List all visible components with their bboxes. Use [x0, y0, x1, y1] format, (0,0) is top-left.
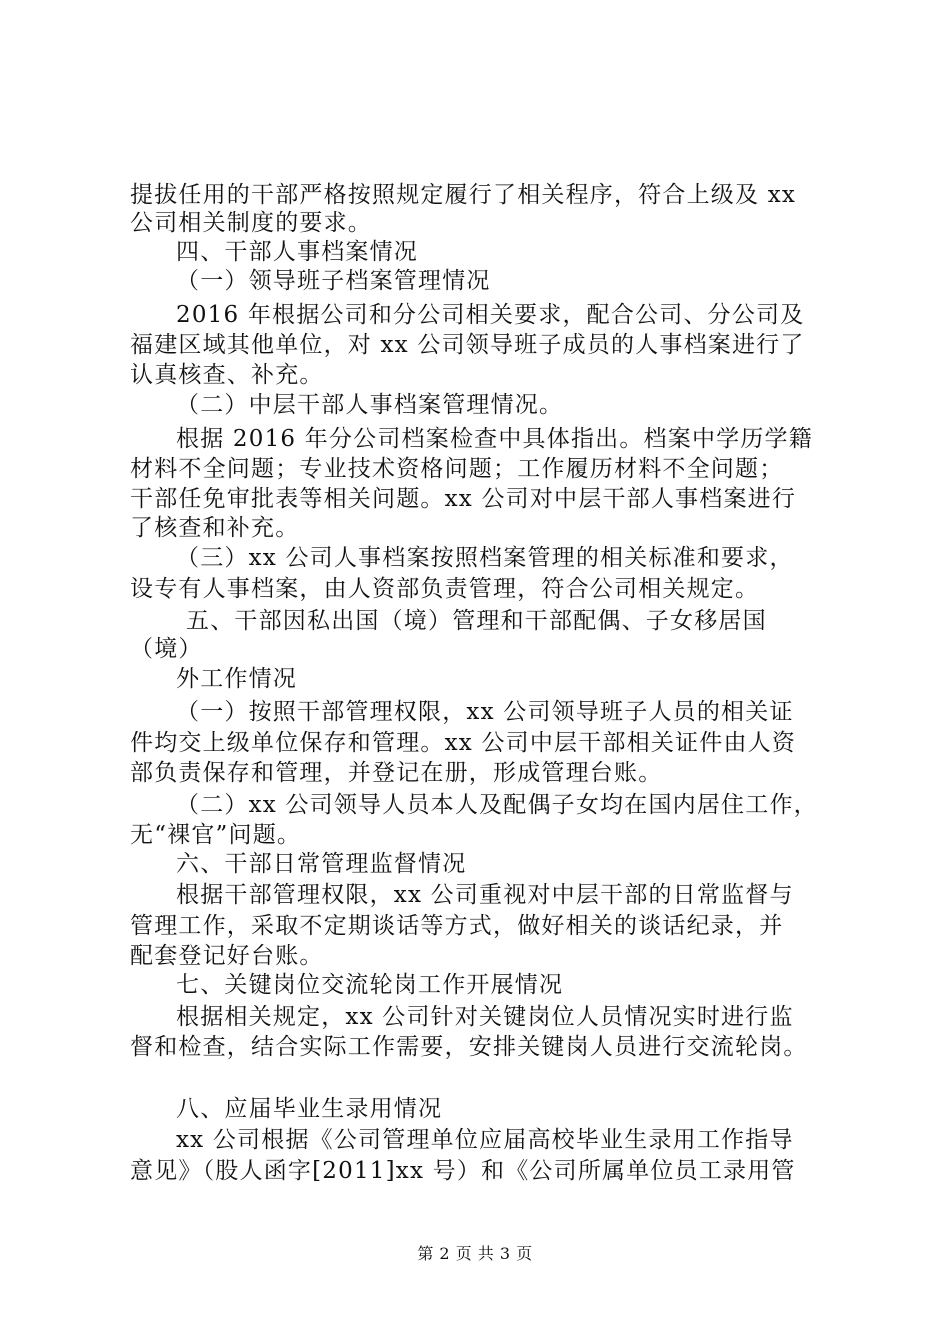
- text-line: 根据相关规定，xx 公司针对关键岗位人员情况实时进行监: [176, 1004, 794, 1030]
- section-heading: 外工作情况: [176, 666, 297, 692]
- text-line: 2016 年根据公司和分公司相关要求，配合公司、分公司及: [176, 302, 805, 328]
- text-line: xx 公司根据《公司管理单位应届高校毕业生录用工作指导: [176, 1127, 794, 1153]
- text-line: 福建区域其他单位，对 xx 公司领导班子成员的人事档案进行了: [130, 332, 805, 358]
- text-line: 了核查和补充。: [130, 515, 300, 541]
- section-heading: 六、干部日常管理监督情况: [176, 851, 467, 877]
- text-line: 根据干部管理权限，xx 公司重视对中层干部的日常监督与: [176, 882, 794, 908]
- section-heading: 五、干部因私出国（境）管理和干部配偶、子女移居国: [186, 608, 767, 634]
- section-heading: （境）: [130, 636, 203, 662]
- text-line: 配套登记好台账。: [130, 943, 324, 969]
- text-line: 公司相关制度的要求。: [130, 210, 372, 236]
- section-heading: 八、应届毕业生录用情况: [176, 1096, 443, 1122]
- section-heading: 七、关键岗位交流轮岗工作开展情况: [176, 972, 564, 998]
- text-line: 意见》（股人函字[2011]xx 号）和《公司所属单位员工录用管: [130, 1158, 796, 1184]
- text-line: 设专有人事档案，由人资部负责管理，符合公司相关规定。: [130, 576, 760, 602]
- subsection-heading: （二）中层干部人事档案管理情况。: [176, 392, 564, 418]
- text-line: 督和检查，结合实际工作需要，安排关键岗人员进行交流轮岗。: [130, 1034, 808, 1060]
- section-heading: 四、干部人事档案情况: [176, 239, 418, 265]
- text-line: 干部任免审批表等相关问题。xx 公司对中层干部人事档案进行: [130, 486, 797, 512]
- text-line: 管理工作，采取不定期谈话等方式，做好相关的谈话纪录，并: [130, 913, 784, 939]
- page-footer: 第 2 页 共 3 页: [417, 1244, 533, 1263]
- text-line: 认真核查、补充。: [130, 362, 324, 388]
- text-line: 提拔任用的干部严格按照规定履行了相关程序，符合上级及 xx: [130, 182, 797, 208]
- subsection-heading: （一）领导班子档案管理情况: [176, 268, 491, 294]
- text-line: （三）xx 公司人事档案按照档案管理的相关标准和要求，: [176, 545, 794, 571]
- text-line: （二）xx 公司领导人员本人及配偶子女均在国内居住工作，: [176, 792, 818, 818]
- text-line: 材料不全问题；专业技术资格问题；工作履历材料不全问题；: [130, 456, 784, 482]
- text-line: 部负责保存和管理，并登记在册，形成管理台账。: [130, 760, 663, 786]
- text-line: （一）按照干部管理权限，xx 公司领导班子人员的相关证: [176, 699, 794, 725]
- text-line: 无“裸官”问题。: [130, 822, 302, 848]
- text-line: 件均交上级单位保存和管理。xx 公司中层干部相关证件由人资: [130, 730, 797, 756]
- text-line: 根据 2016 年分公司档案检查中具体指出。档案中学历学籍: [176, 426, 813, 452]
